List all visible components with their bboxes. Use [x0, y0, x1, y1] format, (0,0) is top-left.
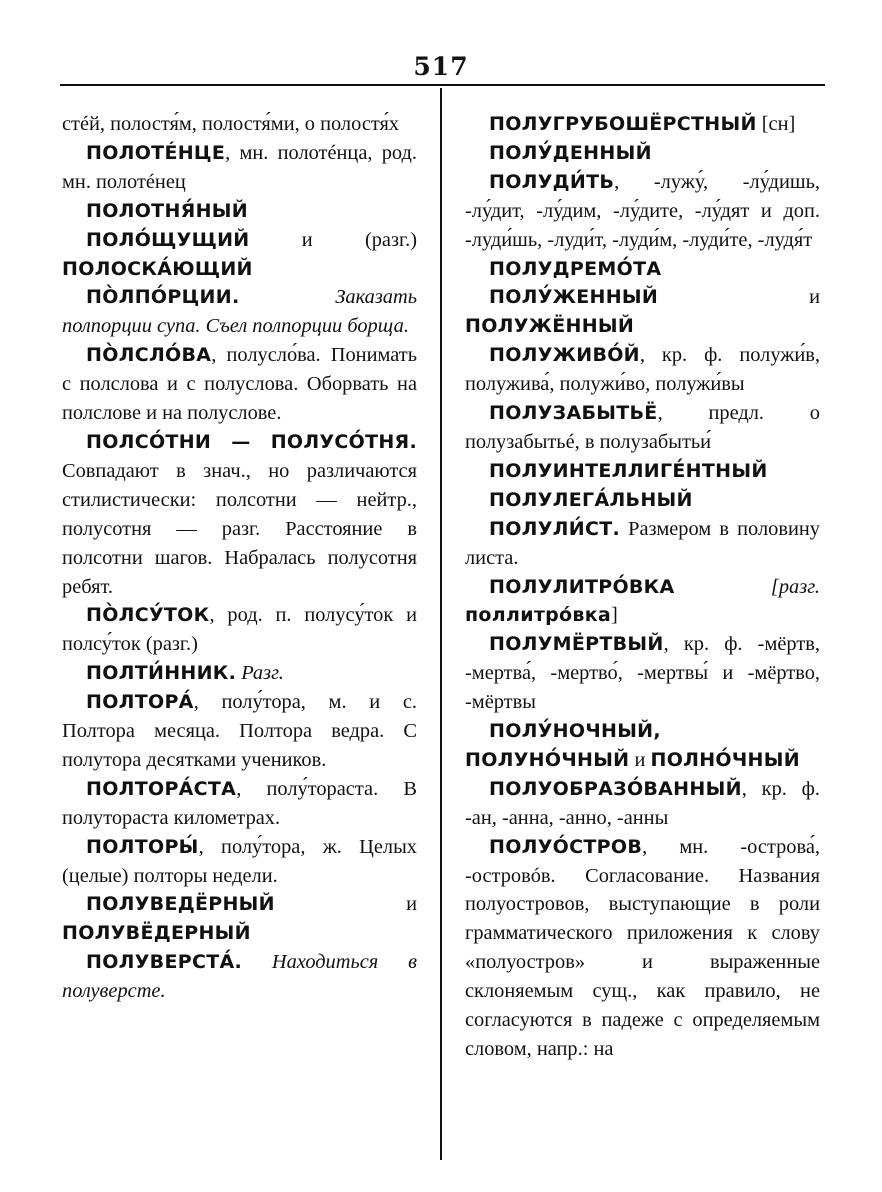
- entry-headword-variant: ПОЛНО́ЧНЫЙ: [650, 748, 800, 771]
- entry-headword: ПОЛОТÉНЦЕ: [86, 141, 226, 164]
- entry-headword-variant: ПОЛУВЁДЕРНЫЙ: [62, 922, 251, 945]
- dictionary-entry: [465, 630, 820, 717]
- entry-text: Разг.: [236, 662, 284, 685]
- entry-text: стéй, полостя́м, полостя́ми, о полостя́х: [62, 113, 400, 135]
- entry-text: , мн. -острова́, -островóв. Согласование. Названия полуостровов, выступающие в роли грамматического приложения к слову «полуостров» и выраженные склоняемым сущ., как правило, не согласуются в падеже с определяемым словом, напр.: на: [465, 835, 820, 1060]
- entry-headword: ПОЛТОРА́: [86, 691, 194, 714]
- entry-headword: ПОЛУВЕРСТА́.: [86, 951, 242, 974]
- dictionary-entry: [465, 341, 820, 399]
- entry-headword: ПОЛТОРА́СТА: [86, 777, 237, 800]
- entry-headword: ПОЛУДРЕМО́ТА: [489, 257, 662, 280]
- header-rule: [60, 84, 825, 86]
- entry-headword: ПОЛУГРУБОШЁРСТНЫЙ: [489, 113, 757, 135]
- dictionary-entry: [465, 139, 820, 168]
- dictionary-entry: [465, 486, 820, 515]
- entry-headword: ПОЛУМЁРТВЫЙ: [489, 633, 664, 656]
- entry-text: , полу́тораста. В полутораста километрах.: [62, 777, 417, 829]
- entry-headword: ПОЛО́ЩУЩИЙ: [86, 228, 250, 251]
- dictionary-entry: [62, 428, 417, 601]
- entry-headword: ПОЛСО́ТНИ — ПОЛУСО́ТНЯ.: [86, 430, 417, 453]
- dictionary-entry: [465, 110, 820, 139]
- entry-headword: ПОЛУЛЕГА́ЛЬНЫЙ: [489, 488, 693, 511]
- dictionary-entry: [62, 139, 417, 197]
- entry-headword: ПОЛУОБРАЗО́ВАННЫЙ: [489, 777, 742, 800]
- entry-text: , кр. ф. -ан, -анна, -анно, -анны: [465, 777, 820, 829]
- entry-text: , предл. о полузабытьé, в полузабытьи́: [465, 402, 820, 453]
- dictionary-entry: [62, 110, 417, 139]
- entry-headword: ПОЛТИ́ННИК.: [86, 662, 237, 685]
- entry-text: , полу́тора, ж. Целых (целые) полторы недели.: [62, 835, 417, 887]
- entry-text: и: [658, 286, 820, 309]
- dictionary-entry: [62, 341, 417, 428]
- entry-headword: ПО̀ЛСУ́ТОК: [86, 604, 210, 627]
- entry-headword-variant: ПОЛУЖЁННЫЙ: [465, 315, 635, 338]
- entry-headword-variant: ПОЛОСКА́ЮЩИЙ: [62, 257, 253, 280]
- entry-headword: ПОЛУЛИ́СТ.: [489, 517, 620, 540]
- entry-headword: ПОЛУЗАБЫТЬЁ: [489, 402, 658, 425]
- dictionary-entry: [465, 515, 820, 573]
- dictionary-entry: [62, 775, 417, 833]
- entry-headword-variant: поллитро́вка: [465, 604, 612, 627]
- dictionary-entry: [62, 659, 417, 688]
- entry-text: , -лужу́, -лу́дишь, -лу́дит, -лу́дим, -лу́дите, -лу́дят и доп. -луди́шь, -луди́т, -луди́м, -луди́те, -лудя́т: [465, 170, 820, 251]
- entry-headword: ПО̀ЛПО́РЦИИ.: [86, 286, 240, 309]
- entry-text: , кр. ф. полужи́в, полужива́, полужи́во, полужи́вы: [465, 344, 820, 396]
- entry-text: ]: [611, 604, 618, 627]
- entry-headword: ПОЛУ́НОЧНЫЙ, ПОЛУНО́ЧНЫЙ: [465, 720, 661, 771]
- dictionary-entry: [465, 168, 820, 255]
- entry-text: Находиться в полуверсте.: [62, 951, 417, 1003]
- entry-text: , полусло́ва. Понимать с полслова и с полуслова. Оборвать на полслове и на полуслове.: [62, 344, 417, 425]
- dictionary-entry: [62, 688, 417, 775]
- entry-text: Совпадают в знач., но различаются стилистически: полсотни — нейтр., полусотня — разг. Расстояние в полсотни шагов. Набралась полусотня ребят.: [62, 459, 417, 598]
- entry-text: , кр. ф. -мёртв, -мертва́, -мертво́, -мертвы́ и -мёртво, -мёртвы: [465, 633, 820, 714]
- entry-headword: ПОЛУДИ́ТЬ: [489, 170, 615, 193]
- dictionary-entry: [62, 833, 417, 891]
- entry-text: [сн]: [756, 113, 796, 135]
- entry-headword: ПОЛУЖИВО́Й: [489, 344, 640, 367]
- entry-headword: ПОЛУО́СТРОВ: [489, 835, 643, 858]
- entry-headword: ПОЛУИНТЕЛЛИГЕ́НТНЫЙ: [489, 459, 768, 482]
- entry-text: и: [274, 893, 417, 916]
- dictionary-entry: [465, 255, 820, 284]
- entry-text: Заказать полпорции супа. Съел полпорции борща.: [62, 286, 417, 338]
- entry-headword: ПОЛУ́ЖЕННЫЙ: [489, 286, 659, 309]
- dictionary-entry: [62, 283, 417, 341]
- entry-headword: ПОЛУ́ДЕННЫЙ: [489, 141, 652, 164]
- dictionary-entry: [62, 601, 417, 659]
- entry-text: , род. п. полусу́ток и полсу́ток (разг.): [62, 604, 417, 656]
- page-number: 517: [413, 52, 469, 81]
- dictionary-entry: [465, 833, 820, 1064]
- entry-headword: ПО̀ЛСЛО́ВА: [86, 344, 212, 367]
- entry-text: [разг.: [674, 575, 820, 598]
- dictionary-entry: [465, 717, 820, 775]
- dictionary-entry: [465, 283, 820, 341]
- entry-text: , мн. полотéнца, род. мн. полотéнец: [62, 141, 417, 193]
- entry-headword: ПОЛУЛИТРО́ВКА: [489, 575, 675, 598]
- dictionary-entry: [62, 890, 417, 948]
- dictionary-entry: [465, 573, 820, 631]
- entry-headword: ПОЛТОРЫ́: [86, 835, 199, 858]
- dictionary-entry: [465, 775, 820, 833]
- dictionary-entry: [62, 948, 417, 1006]
- dictionary-entry: [465, 399, 820, 457]
- entry-headword: ПОЛОТНЯ́НЫЙ: [86, 199, 248, 222]
- entry-text: и: [629, 748, 651, 771]
- entry-text: и (разг.): [249, 228, 417, 251]
- column-divider: [440, 88, 442, 1160]
- right-column: [465, 110, 820, 1064]
- entry-headword: ПОЛУВЕДЁРНЫЙ: [86, 893, 275, 916]
- entry-text: Размером в половину листа.: [465, 517, 820, 569]
- dictionary-entry: [62, 226, 417, 284]
- dictionary-entry: [62, 197, 417, 226]
- entry-text: , полу́тора, м. и с. Полтора месяца. Полтора ведра. С полутора десятками учеников.: [62, 691, 417, 771]
- left-column: [62, 110, 417, 1006]
- dictionary-entry: [465, 457, 820, 486]
